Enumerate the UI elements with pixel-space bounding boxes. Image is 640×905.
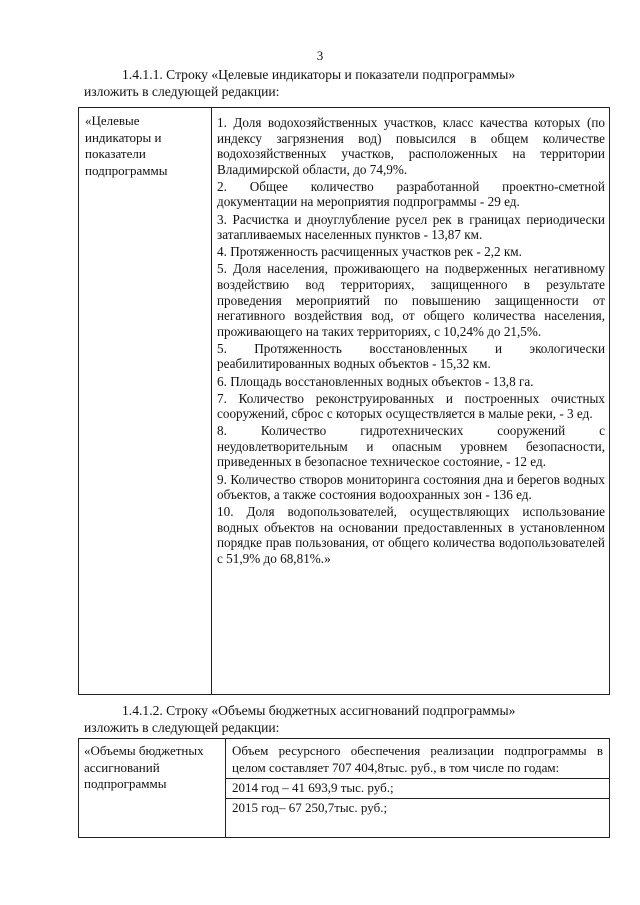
- target-item-2: 2. Общее количество разработанной проектно-сметной документации на мероприятия подпрограммы - 29 ед.: [217, 178, 605, 210]
- budget-year-2014-row: 2014 год – 41 693,9 тыс. руб.;: [226, 779, 609, 799]
- section2-intro: [84, 702, 614, 736]
- budget-table-left-cell: [79, 739, 226, 837]
- budget-total-row: Объем ресурсного обеспечения реализации подпрограммы в целом составляет 707 404,8тыс. руб., в том числе по годам:: [226, 739, 609, 779]
- target-item-5b: 5. Протяженность восстановленных и экологически реабилитированных водных объектов - 15,32 км.: [217, 340, 605, 372]
- target-item-7: 7. Количество реконструированных и построенных очистных сооружений, сброс с которых осуществляется в малые реки, - 3 ед.: [217, 390, 605, 422]
- targets-table: [78, 107, 610, 695]
- section2-intro-line1: 1.4.1.2. Строку «Объемы бюджетных ассигнований подпрограммы»: [122, 703, 516, 718]
- budget-table-left-text: «Объемы бюджетных ассигнований подпрограммы: [84, 743, 204, 791]
- section2-intro-line2: изложить в следующей редакции:: [84, 720, 280, 735]
- targets-list: [217, 115, 605, 567]
- section1-intro-line1: 1.4.1.1. Строку «Целевые индикаторы и показатели подпрограммы»: [122, 67, 516, 82]
- targets-table-right-cell: [217, 115, 605, 568]
- budget-year-2015-row: 2015 год– 67 250,7тыс. руб.;: [232, 799, 388, 815]
- target-item-5a: 5. Доля населения, проживающего на подверженных негативному воздействию вод территориях, защищенного в результате проведения мероприятий по повышению защищенности от негативного воздействия вод, от общего количества населения, проживающего на таких территориях, с 10,24% до 21,5%.: [217, 261, 605, 339]
- target-item-10: 10. Доля водопользователей, осуществляющих использование водных объектов на основании предоставленных в установленном порядке прав пользования, от общего количества водопользователей с 51,9% до 68,81%.»: [217, 504, 605, 567]
- section1-intro: [84, 66, 614, 100]
- budget-table: [78, 738, 610, 838]
- budget-table-right-cell: [226, 739, 609, 817]
- target-item-3: 3. Расчистка и дноуглубление русел рек в границах периодически затапливаемых населенных пунктов - 13,87 км.: [217, 211, 605, 243]
- section1-intro-line2: изложить в следующей редакции:: [84, 84, 280, 99]
- targets-table-left-text: «Целевые индикаторы и показатели подпрограммы: [85, 113, 168, 178]
- target-item-9: 9. Количество створов мониторинга состояния дна и берегов водных объектов, а также состояния водоохранных зон - 136 ед.: [217, 471, 605, 503]
- target-item-6: 6. Площадь восстановленных водных объектов - 13,8 га.: [217, 373, 534, 389]
- target-item-1: 1. Доля водохозяйственных участков, класс качества которых (по индексу загрязнения вод) повысился в общем количестве водохозяйственных участков, расположенных на территории Владимирской области, до 74,9%.: [217, 115, 605, 177]
- page-number: 3: [316, 48, 324, 63]
- targets-table-left-cell: [79, 108, 212, 694]
- target-item-4: 4. Протяженность расчищенных участков рек - 2,2 км.: [217, 244, 522, 260]
- target-item-8: 8. Количество гидротехнических сооружений с неудовлетворительным и опасным уровнем безопасности, приведенных в безопасное техническое состояние, - 12 ед.: [217, 423, 605, 470]
